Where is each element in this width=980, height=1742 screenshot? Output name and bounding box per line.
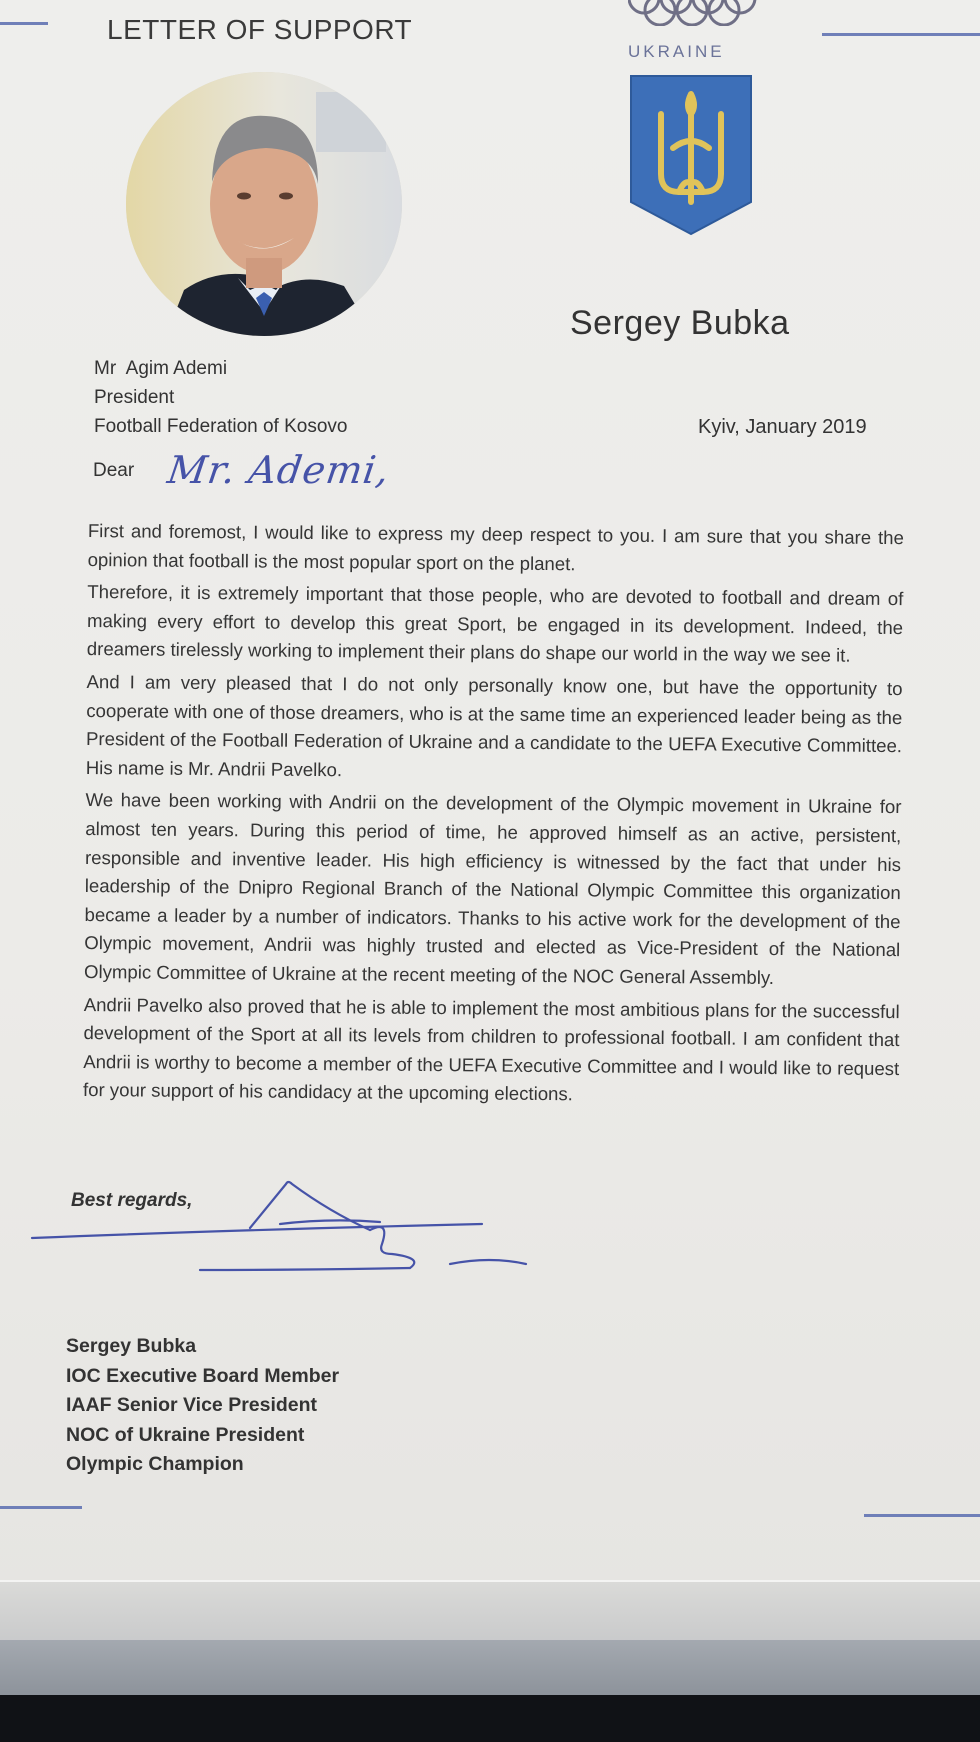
desk-surface bbox=[0, 1640, 980, 1695]
recipient-title: President bbox=[94, 387, 175, 408]
letter-heading: LETTER OF SUPPORT bbox=[107, 14, 413, 45]
body-paragraph: We have been working with Andrii on the development of the Olympic movement in Ukraine for almost ten years. During this period of time, he approved himself as an active, persistent, responsible and inventive leader. His high efficiency is witnessed by the fact that under his leadership of the Dnipro Regional Branch of the National Olympic Committee this organization became a leader by a number of indicators. Thanks to his active work for the development of the Olympic movement, Andrii was highly trusted and elected as Vice-President of the National Olympic Committee of Ukraine at the recent meeting of the NOC General Assembly. bbox=[83, 789, 902, 988]
recipient-address bbox=[94, 354, 348, 441]
signatory-line: IOC Executive Board Member bbox=[66, 1364, 340, 1387]
handwritten-salutation: Mr. Ademi, bbox=[164, 448, 393, 492]
ukraine-trident-emblem-icon bbox=[629, 74, 753, 236]
header-rule-left bbox=[0, 22, 48, 25]
olympic-rings-icon bbox=[628, 0, 758, 26]
body-paragraph: Therefore, it is extremely important that those people, who are devoted to football and dream of making every effort to develop this great Sport, be engaged in its development. Indeed, the dreamers tirelessly working to implement their plans do shape our world in the way we see it. bbox=[86, 581, 904, 667]
author-name: Sergey Bubka bbox=[570, 304, 790, 342]
letter-body bbox=[83, 517, 904, 1116]
signatory-line: NOC of Ukraine President bbox=[66, 1423, 305, 1446]
signatory-line: Olympic Champion bbox=[66, 1453, 244, 1475]
signatory-line: IAAF Senior Vice President bbox=[66, 1394, 318, 1416]
portrait-photo bbox=[126, 72, 402, 336]
country-label: UKRAINE bbox=[628, 42, 725, 61]
footer-rule-right bbox=[864, 1514, 980, 1517]
header-rule-right bbox=[822, 33, 980, 36]
background-dark bbox=[0, 1695, 980, 1742]
footer-rule-left bbox=[0, 1506, 82, 1509]
signature-block bbox=[66, 1332, 339, 1480]
body-paragraph: First and foremost, I would like to express my deep respect to you. I am sure that you share the opinion that football is the most popular sport on the planet. bbox=[87, 519, 904, 574]
body-paragraph: Andrii Pavelko also proved that he is able to implement the most ambitious plans for the successful development of the Sport at all its levels from children to professional football. I am confident that Andrii is worthy to become a member of the UEFA Executive Committee and I would like to request for your support of his candidacy at the upcoming elections. bbox=[82, 993, 900, 1105]
closing: Best regards, bbox=[71, 1190, 193, 1211]
body-paragraph: And I am very pleased that I do not only personally know one, but have the opportunity to cooperate with one of those dreamers, who is at the same time an experienced leader being as the President of the Football Federation of Ukraine and a candidate to the UEFA Executive Committee. His name is Mr. Andrii Pavelko. bbox=[85, 670, 903, 780]
dateline: Kyiv, January 2019 bbox=[698, 416, 867, 438]
signatory-line: Sergey Bubka bbox=[66, 1335, 197, 1357]
handwritten-signature bbox=[30, 1172, 550, 1282]
page-stack-edge bbox=[0, 1580, 980, 1642]
recipient-organization: Football Federation of Kosovo bbox=[94, 416, 348, 437]
salutation: Dear bbox=[93, 460, 135, 481]
recipient-name: Mr Agim Ademi bbox=[94, 358, 228, 379]
